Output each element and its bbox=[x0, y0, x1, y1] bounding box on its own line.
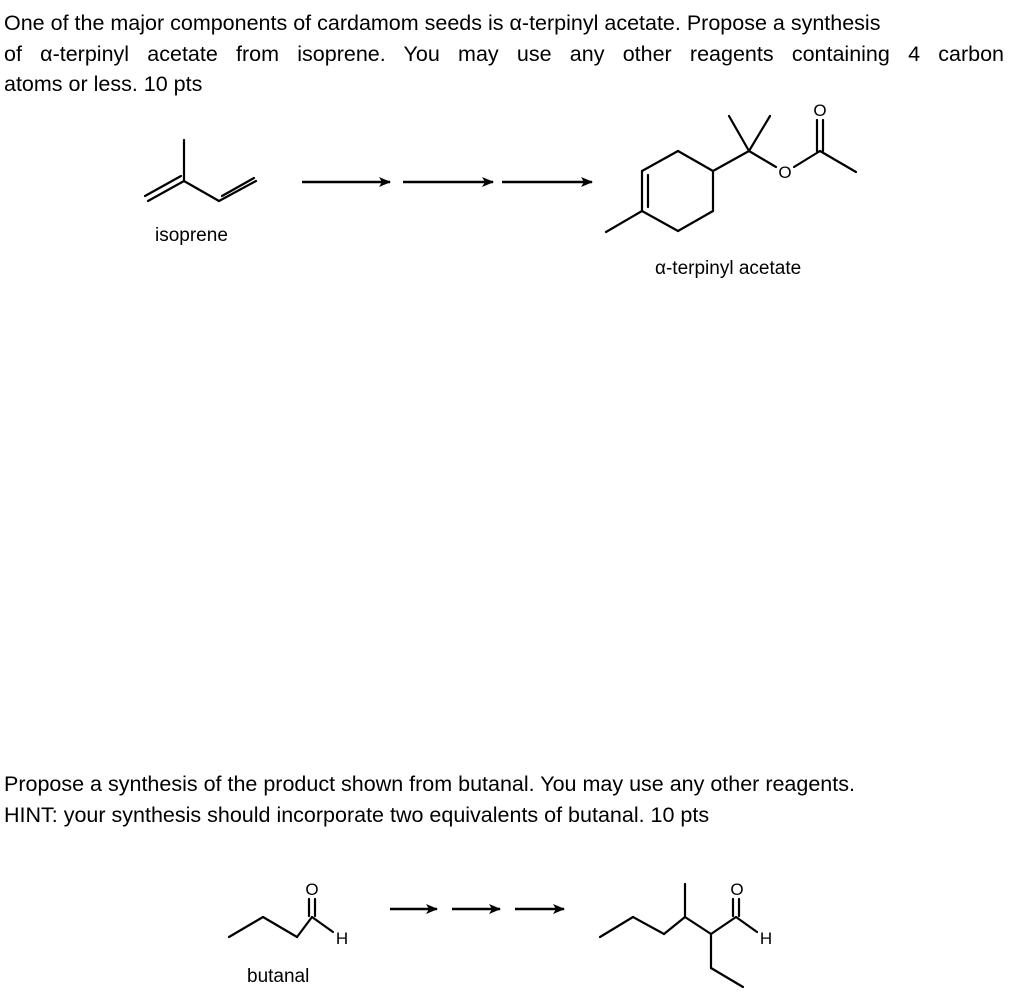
isoprene-label: isoprene bbox=[155, 225, 228, 246]
problem-2-line-1: Propose a synthesis of the product shown from butanal. You may use any other reagents. bbox=[4, 772, 855, 796]
problem-1-line-1: One of the major components of cardamom seeds is α-terpinyl acetate. Propose a synthesis bbox=[4, 11, 881, 35]
problem-2-line-2: HINT: your synthesis should incorporate two equivalents of butanal. 10 pts bbox=[4, 802, 710, 827]
aldehyde-hydrogen-symbol: H bbox=[335, 929, 349, 948]
carbonyl-oxygen-symbol: O bbox=[813, 101, 827, 120]
isoprene-structure bbox=[145, 140, 256, 201]
ester-oxygen-symbol: O bbox=[778, 163, 792, 182]
problem-1-line-3: atoms or less. 10 pts bbox=[4, 72, 203, 96]
butanal-structure bbox=[229, 880, 348, 948]
carbonyl-oxygen-symbol: O bbox=[305, 880, 319, 899]
aldol-product-structure bbox=[600, 880, 772, 987]
terpinyl-acetate-label: α-terpinyl acetate bbox=[655, 258, 802, 279]
terpinyl-acetate-structure bbox=[606, 101, 856, 232]
aldehyde-hydrogen-symbol: H bbox=[759, 929, 773, 948]
butanal-label: butanal bbox=[247, 966, 310, 987]
problem-1-line-2: of α-terpinyl acetate from isoprene. You may use any other reagents containing 4 carbon bbox=[4, 41, 1004, 66]
carbonyl-oxygen-symbol: O bbox=[730, 880, 744, 899]
